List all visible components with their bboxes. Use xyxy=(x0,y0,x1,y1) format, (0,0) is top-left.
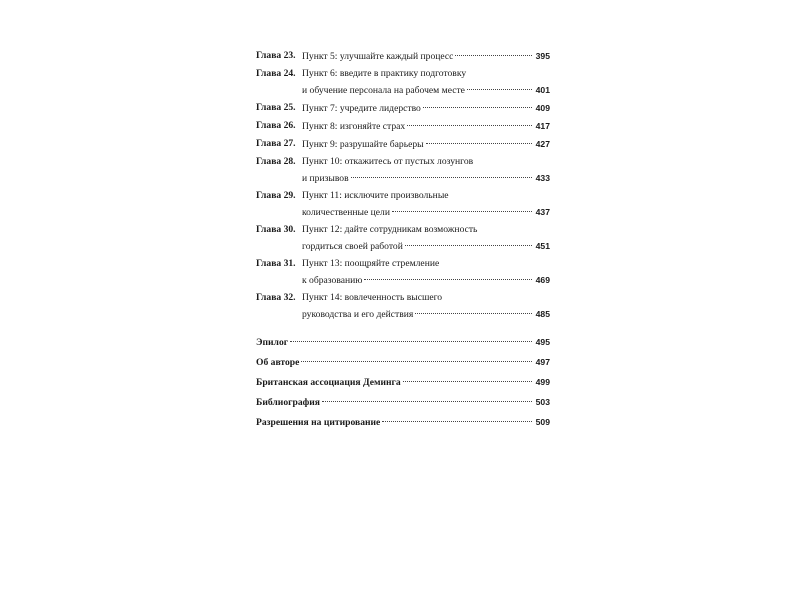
dot-leader xyxy=(426,143,532,144)
page-number: 509 xyxy=(535,417,550,427)
chapter-number: Глава 31. xyxy=(256,258,296,269)
chapter-title-text: руководства и его действия xyxy=(302,309,414,320)
dot-leader xyxy=(322,401,532,402)
chapter-title-line xyxy=(302,204,550,221)
chapter-title-text: Пункт 14: вовлеченность высшего xyxy=(302,292,443,303)
chapter-title-block xyxy=(302,222,550,255)
chapter-title-text: Пункт 10: откажитесь от пустых лозунгов xyxy=(302,156,474,167)
chapter-title-line xyxy=(302,66,550,82)
chapter-title-line xyxy=(302,154,550,170)
dot-leader xyxy=(290,341,532,342)
section-title-text: Эпилог xyxy=(256,337,289,348)
page-number: 401 xyxy=(535,85,550,95)
chapter-number: Глава 27. xyxy=(256,138,296,149)
toc-section-entry xyxy=(256,374,550,391)
toc-chapter-entry xyxy=(256,66,550,99)
chapter-title-line xyxy=(302,48,550,65)
chapter-title-line xyxy=(302,256,550,272)
section-title-line xyxy=(256,414,550,431)
chapter-number: Глава 24. xyxy=(256,68,296,79)
dot-leader xyxy=(403,381,532,382)
chapter-number: Глава 25. xyxy=(256,102,296,113)
chapter-number: Глава 32. xyxy=(256,292,296,303)
toc-chapter-entry xyxy=(256,154,550,187)
dot-leader xyxy=(423,107,532,108)
table-of-contents xyxy=(256,48,550,434)
chapter-title-line xyxy=(302,118,550,135)
chapter-title-block xyxy=(302,136,550,153)
dot-leader xyxy=(405,245,532,246)
toc-section-entry xyxy=(256,394,550,411)
chapter-title-text: Пункт 12: дайте сотрудникам возможность xyxy=(302,224,478,235)
section-title-line xyxy=(256,394,550,411)
chapter-number: Глава 29. xyxy=(256,190,296,201)
page-number: 427 xyxy=(535,139,550,149)
chapter-title-text: Пункт 8: изгоняйте страх xyxy=(302,121,406,132)
chapter-title-text: гордиться своей работой xyxy=(302,241,403,252)
toc-chapter-entry xyxy=(256,256,550,289)
chapter-title-line xyxy=(302,170,550,187)
chapter-title-text: количественные цели xyxy=(302,207,390,218)
dot-leader xyxy=(415,313,532,314)
chapter-title-line xyxy=(302,222,550,238)
chapter-number: Глава 26. xyxy=(256,120,296,131)
toc-chapter-entry xyxy=(256,48,550,65)
page-number: 409 xyxy=(535,103,550,113)
chapter-title-line xyxy=(302,136,550,153)
toc-chapter-entry xyxy=(256,136,550,153)
section-gap xyxy=(256,324,550,334)
chapter-number: Глава 23. xyxy=(256,50,296,61)
dot-leader xyxy=(351,177,532,178)
page-number: 485 xyxy=(535,309,550,319)
dot-leader xyxy=(364,279,532,280)
toc-chapter-entry xyxy=(256,188,550,221)
chapter-title-text: Пункт 9: разрушайте барьеры xyxy=(302,139,424,150)
chapter-title-block xyxy=(302,188,550,221)
page-number: 433 xyxy=(535,173,550,183)
dot-leader xyxy=(455,55,532,56)
section-title-block xyxy=(256,354,550,371)
page-number: 395 xyxy=(535,51,550,61)
page-number: 495 xyxy=(535,337,550,347)
chapter-title-text: к образованию xyxy=(302,275,363,286)
chapter-title-text: Пункт 11: исключите произвольные xyxy=(302,190,449,201)
dot-leader xyxy=(467,89,532,90)
toc-chapter-entry xyxy=(256,118,550,135)
chapter-title-block xyxy=(302,66,550,99)
section-title-line xyxy=(256,374,550,391)
page-number: 451 xyxy=(535,241,550,251)
chapter-title-line xyxy=(302,238,550,255)
chapter-number: Глава 30. xyxy=(256,224,296,235)
chapter-title-block xyxy=(302,154,550,187)
dot-leader xyxy=(382,421,532,422)
dot-leader xyxy=(301,361,532,362)
toc-chapter-entry xyxy=(256,222,550,255)
chapter-title-text: Пункт 7: учредите лидерство xyxy=(302,103,421,114)
chapter-title-block xyxy=(302,290,550,323)
section-title-block xyxy=(256,334,550,351)
chapter-title-text: Пункт 6: введите в практику подготовку xyxy=(302,68,467,79)
section-title-text: Библиография xyxy=(256,397,320,408)
toc-section-entry xyxy=(256,354,550,371)
page-number: 437 xyxy=(535,207,550,217)
chapter-list xyxy=(256,48,550,323)
section-list xyxy=(256,334,550,431)
chapter-title-line xyxy=(302,188,550,204)
chapter-title-line xyxy=(302,306,550,323)
chapter-title-text: Пункт 13: поощряйте стремление xyxy=(302,258,440,269)
chapter-title-line xyxy=(302,272,550,289)
dot-leader xyxy=(392,211,532,212)
page-number: 469 xyxy=(535,275,550,285)
section-title-line xyxy=(256,334,550,351)
section-title-block xyxy=(256,374,550,391)
section-title-line xyxy=(256,354,550,371)
dot-leader xyxy=(407,125,532,126)
chapter-title-line xyxy=(302,82,550,99)
section-title-block xyxy=(256,394,550,411)
section-title-text: Об авторе xyxy=(256,357,300,368)
toc-chapter-entry xyxy=(256,100,550,117)
toc-chapter-entry xyxy=(256,290,550,323)
chapter-title-text: и обучение персонала на рабочем месте xyxy=(302,85,465,96)
chapter-title-line xyxy=(302,290,550,306)
chapter-title-block xyxy=(302,48,550,65)
chapter-title-text: Пункт 5: улучшайте каждый процесс xyxy=(302,51,454,62)
chapter-title-line xyxy=(302,100,550,117)
chapter-title-block xyxy=(302,118,550,135)
chapter-title-text: и призывов xyxy=(302,173,349,184)
page-number: 499 xyxy=(535,377,550,387)
chapter-number: Глава 28. xyxy=(256,156,296,167)
page-number: 497 xyxy=(535,357,550,367)
chapter-title-block xyxy=(302,256,550,289)
toc-section-entry xyxy=(256,414,550,431)
section-title-text: Британская ассоциация Деминга xyxy=(256,377,401,388)
toc-section-entry xyxy=(256,334,550,351)
page-number: 417 xyxy=(535,121,550,131)
page-number: 503 xyxy=(535,397,550,407)
chapter-title-block xyxy=(302,100,550,117)
section-title-text: Разрешения на цитирование xyxy=(256,417,381,428)
section-title-block xyxy=(256,414,550,431)
